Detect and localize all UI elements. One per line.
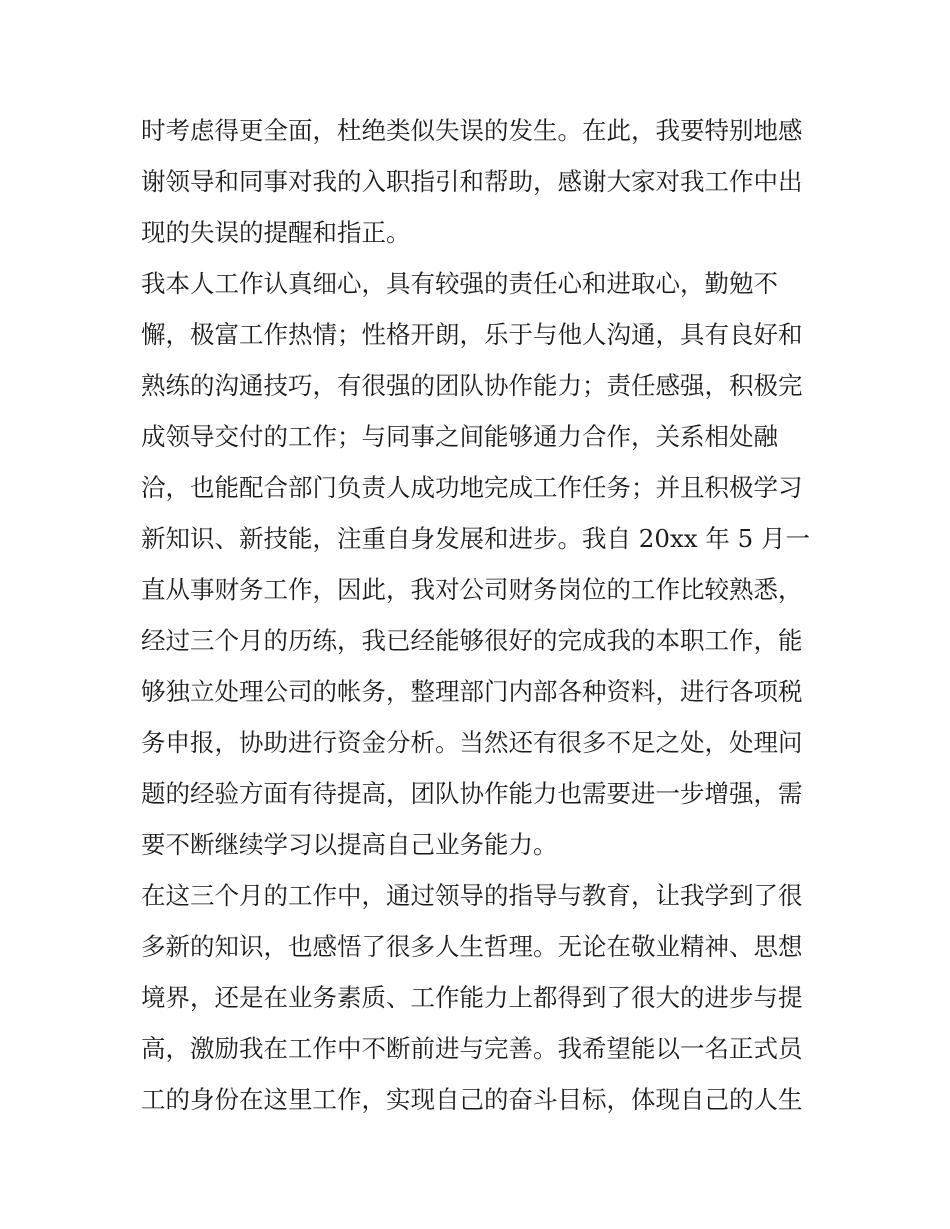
text-line: 务申报，协助进行资金分析。当然还有很多不足之处，处理问 xyxy=(141,728,803,757)
text-line: 我本人工作认真细心，具有较强的责任心和进取心，勤勉不 xyxy=(141,269,778,298)
text-line: 现的失误的提醒和指正。 xyxy=(141,218,411,247)
text-line: 懈，极富工作热情；性格开朗，乐于与他人沟通，具有良好和 xyxy=(141,320,803,349)
text-line: 时考虑得更全面，杜绝类似失误的发生。在此，我要特别地感 xyxy=(141,116,803,145)
text-line: 境界，还是在业务素质、工作能力上都得到了很大的进步与提 xyxy=(141,983,803,1012)
text-line: 洽，也能配合部门负责人成功地完成工作任务；并且积极学习 xyxy=(141,473,803,502)
text-line: 新知识、新技能，注重自身发展和进步。我自 20xx 年 5 月一 xyxy=(141,524,811,553)
body-text xyxy=(141,105,821,1125)
text-line: 够独立处理公司的帐务，整理部门内部各种资料，进行各项税 xyxy=(141,677,803,706)
text-line: 熟练的沟通技巧，有很强的团队协作能力；责任感强，积极完 xyxy=(141,371,803,400)
text-line: 经过三个月的历练，我已经能够很好的完成我的本职工作，能 xyxy=(141,626,803,655)
text-line: 成领导交付的工作；与同事之间能够通力合作，关系相处融 xyxy=(141,422,778,451)
text-line: 工的身份在这里工作，实现自己的奋斗目标，体现自己的人生 xyxy=(141,1085,803,1114)
text-line: 高，激励我在工作中不断前进与完善。我希望能以一名正式员 xyxy=(141,1034,803,1063)
text-line: 直从事财务工作，因此，我对公司财务岗位的工作比较熟悉， xyxy=(141,575,803,604)
text-line: 在这三个月的工作中，通过领导的指导与教育，让我学到了很 xyxy=(141,881,803,910)
text-line: 题的经验方面有待提高，团队协作能力也需要进一步增强，需 xyxy=(141,779,803,808)
text-line: 要不断继续学习以提高自己业务能力。 xyxy=(141,830,558,859)
text-line: 谢领导和同事对我的入职指引和帮助，感谢大家对我工作中出 xyxy=(141,167,803,196)
text-line: 多新的知识，也感悟了很多人生哲理。无论在敬业精神、思想 xyxy=(141,932,803,961)
